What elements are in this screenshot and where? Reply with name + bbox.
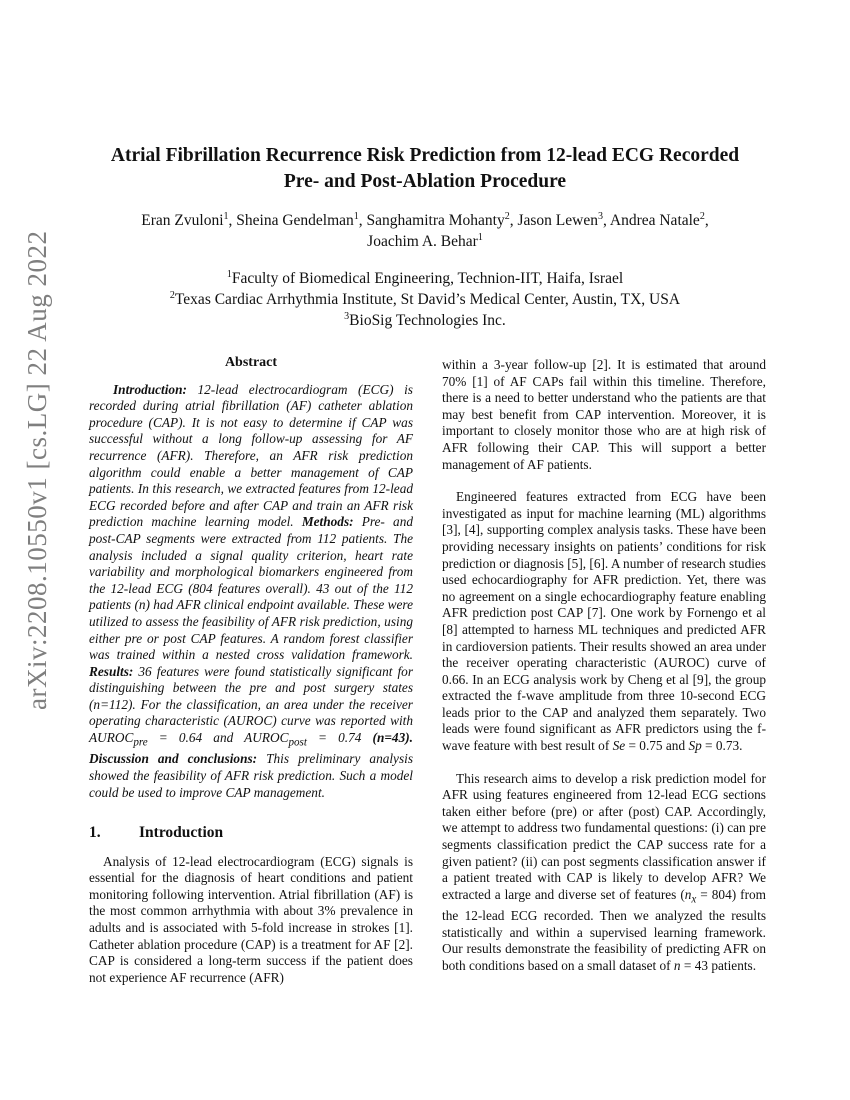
abstract-results-count: (n=43). (361, 730, 413, 746)
paragraph-text: . (739, 738, 743, 754)
author-affiliation-mark: 1 (353, 210, 359, 222)
right-column (442, 357, 766, 974)
affiliation-number: 3 (344, 310, 350, 322)
author-name: Joachim A. Behar (367, 233, 478, 250)
affiliation-number: 1 (226, 268, 232, 280)
specificity-symbol: Sp (688, 738, 702, 754)
abstract-intro-label: Introduction: (113, 381, 187, 397)
auroc-post-subscript: post (288, 736, 307, 749)
title-line-1: Atrial Fibrillation Recurrence Risk Prediction from 12-lead ECG Recorded (110, 145, 740, 166)
affiliation-text: Faculty of Biomedical Engineering, Technion-IIT, Haifa, Israel (231, 270, 624, 287)
paragraph-text: This research aims to develop a risk prediction model for AFR using features engineered from 12-lead ECG sections taken either before (pre) or after (post) CAP. Accordingly, we attempt to address two fundamental questions: (i) can pre segments classification predict the CAP success rate for a given patient? (ii) can post segments classification answer if a patient treated with CAP is likely to develop AFR? We extracted a large and diverse set of features ( (442, 770, 766, 902)
auroc-post-value: = 0.74 (306, 730, 362, 746)
author-name: Jason Lewen (517, 212, 598, 229)
author-list: Eran Zvuloni$^1$, Sheina Gendelman$^1$, Sanghamitra Mohanty$^2$, Jason Lewen$^3$, Andrea Natale$^2$, Joachim A. Behar$^1$ (141, 210, 709, 250)
abstract-methods-label: Methods: (301, 514, 354, 530)
patient-count-value: = 43 (680, 957, 709, 973)
auroc-pre-subscript: pre (133, 736, 148, 749)
affiliation-list (70, 268, 780, 331)
author-affiliation-mark: 2 (699, 210, 705, 222)
intro-paragraph (442, 771, 766, 975)
sensitivity-value: = 0.75 (625, 738, 663, 754)
feature-count-symbol: n (684, 886, 692, 902)
abstract-heading: Abstract (224, 355, 278, 370)
feature-count-subscript: x (691, 893, 697, 906)
author-name: Sanghamitra Mohanty (366, 212, 505, 229)
sensitivity-symbol: Se (612, 738, 626, 754)
abstract-methods-text: Pre- and post-CAP segments were extracted from 112 patients. The analysis included a signal quality criterion, heart rate variability and morphological biomarkers engineered from the 12-lead ECG (804 features overall). 43 out of the 112 patients (n) had AFR clinical endpoint available. These were utilized to assess the feasibility of AFR risk prediction, using either pre or post CAP features. A random forest classifier was trained within a nested cross validation framework. (89, 514, 413, 663)
affiliation (70, 310, 780, 331)
auroc-pre-symbol: AUROC (89, 730, 134, 746)
abstract-discussion-label: Discussion and conclusions: (89, 751, 258, 767)
patient-count-symbol: n (673, 957, 681, 973)
paragraph-text: ) from the 12-lead ECG recorded. Then we analyzed the results statistically and within a supervised learning framework. Our results demonstrate the feasibility of predicting AFR on both conditions based on a small dataset of (442, 886, 766, 973)
affiliation (70, 268, 780, 289)
paragraph-text: patients. (708, 957, 757, 973)
affiliation (70, 289, 780, 310)
title-line-2: Pre- and Post-Ablation Procedure (283, 171, 567, 192)
feature-count-value: = 804 (696, 886, 732, 902)
author-name: Andrea Natale (609, 212, 700, 229)
specificity-value: = 0.73 (701, 738, 740, 754)
left-column (89, 355, 413, 986)
intro-paragraph (442, 489, 766, 755)
section-title: Introduction (139, 824, 224, 842)
author-affiliation-mark: 3 (597, 210, 603, 222)
intro-paragraph: Analysis of 12-lead electrocardiogram (ECG) signals is essential for the diagnosis of heart conditions and patient monitoring following intervention. Atrial fibrillation (AF) is the most common arrhythmia with about 3% prevalence in adults and is associated with 5-fold increase in strokes [1]. Catheter ablation procedure (CAP) is a treatment for AF [2]. CAP is considered a long-term success if the patient does not experience AF recurrence (AFR) (89, 853, 413, 985)
arxiv-identifier: arXiv:2208.10550v1 [cs.LG] 22 Aug 2022 (22, 230, 52, 710)
abstract-and: and (202, 730, 245, 746)
author-affiliation-mark: 2 (504, 210, 510, 222)
paragraph-text: Engineered features extracted from ECG have been investigated as input for machine learning (ML) algorithms [3], [4], supporting complex analysis tasks. These have been providing necessary insights on patients’ conditions for risk prediction or diagnosis [5], [6]. A number of research studies used echocardiography for AFR prediction. Yet, there was no agreement on a single echocardiography feature enabling AFR prediction post CAP [7]. One work by Fornengo et al [8] attempted to harness ML techniques and predicted AFR in cardioversion patients. Their results showed an area under the receiver operating characteristic (AUROC) curve of 0.66. In an ECG analysis work by Cheng et al [9], the group extracted the f-wave amplitude from three 10-second ECG leads prior to the CAP and analyzed them separately. Two leads were found significant as AFR predictors using the f-wave feature with best result of (442, 489, 766, 754)
affiliation-text: Texas Cardiac Arrhythmia Institute, St David’s Medical Center, Austin, TX, USA (174, 291, 681, 308)
abstract-results-label: Results: (89, 663, 134, 679)
author-name: Sheina Gendelman (236, 212, 354, 229)
section-heading (89, 825, 413, 842)
affiliation-number: 2 (169, 289, 175, 301)
abstract-results-text: 36 features were found statistically significant for distinguishing between the pre and post surgery states (n=112). For the classification, an area under the receiver operating characteristic (AUROC) curve was reported with (89, 663, 413, 729)
abstract-discussion-text: This preliminary analysis showed the feasibility of AFR risk prediction. Such a model could be used to improve CAP management. (89, 751, 414, 800)
paragraph-text: and (662, 738, 689, 754)
section-number: 1. (89, 824, 101, 842)
affiliation-text: BioSig Technologies Inc. (349, 312, 506, 329)
author-affiliation-mark: 1 (223, 210, 229, 222)
author-affiliation-mark: 1 (477, 231, 483, 243)
auroc-pre-value: = 0.64 (147, 730, 203, 746)
abstract-intro-text: 12-lead electrocardiogram (ECG) is recorded during atrial fibrillation (AF) catheter ablation procedure (CAP). It is not easy to determine if CAP was successful without a long follow-up assessing for AF recurrence (AFR). Therefore, an AFR risk prediction algorithm could enable a better management of CAP patients. In this research, we extracted features from 12-lead ECG recorded before and after CAP and train an AFR risk prediction machine learning model. (89, 381, 413, 530)
auroc-post-symbol: AUROC (244, 730, 289, 746)
author-name: Eran Zvuloni (141, 212, 224, 229)
abstract-body (89, 382, 413, 802)
paper-title (70, 143, 780, 195)
intro-paragraph-continued: within a 3-year follow-up [2]. It is estimated that around 70% [1] of AF CAPs fail within this timeline. Therefore, there is a need to better understand who the patients are that may best benefit from CAP intervention. Moreover, it is important to closely monitor those who are at high risk of AFR following their CAP. This will support a better management of AF patients. (442, 357, 766, 472)
